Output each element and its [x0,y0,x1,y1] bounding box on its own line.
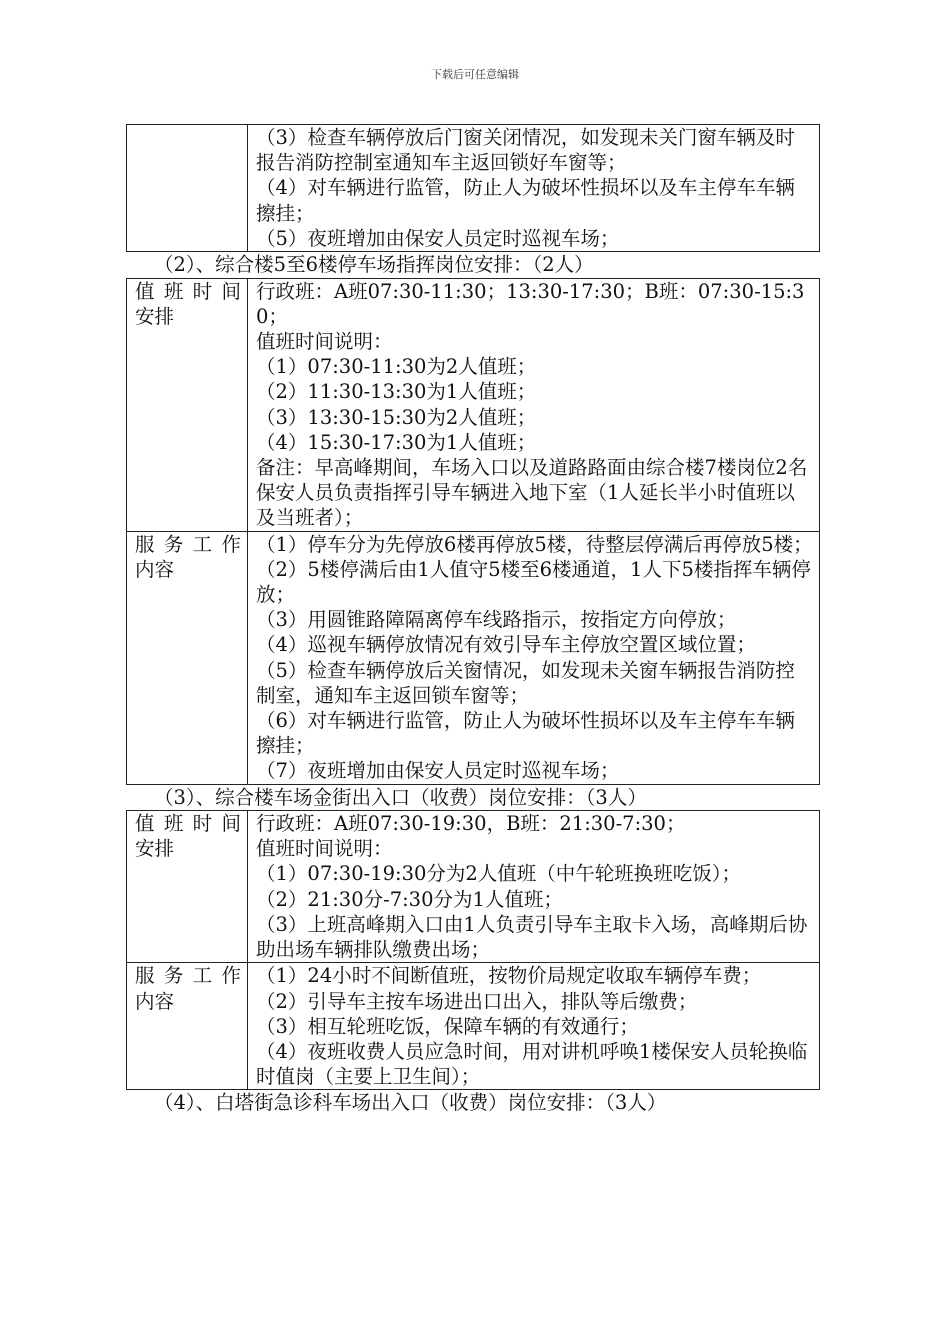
section-heading: （4）、白塔街急诊科车场出入口（收费）岗位安排：（3人） [154,1091,667,1115]
table-continued [126,124,820,252]
table-cell-label [127,125,248,252]
text-line: （3）相互轮班吃饭，保障车辆的有效通行； [256,1014,639,1038]
label-line: 值班时间 [135,812,241,836]
section-heading: （3）、综合楼车场金街出入口（收费）岗位安排：（3人） [154,785,647,809]
document-content [126,124,820,1116]
table-cell-body [248,125,820,252]
table-cell-body [248,811,820,963]
text-line: （3）上班高峰期入口由1人负责引导车主取卡入场，高峰期后协助出场车辆排队缴费出场； [256,912,808,962]
text-line: 行政班：A班07:30-19:30，B班：21:30-7:30； [256,812,686,836]
table-section-3 [126,810,820,1090]
label-line: 安排 [135,304,175,328]
text-line: （2）5楼停满后由1人值守5楼至6楼通道，1人下5楼指挥车辆停放； [256,557,811,606]
text-line: （4）巡视车辆停放情况有效引导车主停放空置区域位置； [256,633,756,657]
label-line: 内容 [135,557,175,581]
section-heading: （2）、综合楼5至6楼停车场指挥岗位安排：（2人） [154,253,594,277]
label-line: 安排 [135,837,175,861]
text-line: （2）11:30-13:30为1人值班； [256,380,537,404]
text-line: （5）检查车辆停放后关窗情况，如发现未关窗车辆报告消防控制室，通知车主返回锁车窗等； [256,658,795,707]
text-line: （1）停车分为先停放6楼再停放5楼，待整层停满后再停放5楼； [256,532,813,556]
text-line: （1）07:30-11:30为2人值班； [256,355,537,379]
text-line: （2）引导车主按车场进出口出入，排队等后缴费； [256,989,698,1013]
label-line: 服务工作 [135,964,241,988]
text-line: （1）07:30-19:30分为2人值班（中午轮班换班吃饭）； [256,862,742,886]
table-cell-label [127,963,248,1090]
text-line: （3）13:30-15:30为2人值班； [256,405,537,429]
table-cell-label [127,811,248,963]
text-line: （7）夜班增加由保安人员定时巡视车场； [256,759,620,783]
text-line: （5）夜班增加由保安人员定时巡视车场； [256,226,620,250]
table-cell-body [248,531,820,784]
text-line: （4）15:30-17:30为1人值班； [256,430,537,454]
label-line: 内容 [135,989,175,1013]
text-line: 值班时间说明： [256,837,393,861]
table-cell-label [127,278,248,531]
text-line: （3）检查车辆停放后门窗关闭情况，如发现未关门窗车辆及时报告消防控制室通知车主返回锁好车窗等； [256,126,795,175]
text-line: 备注：早高峰期间，车场入口以及道路路面由综合楼7楼岗位2名保安人员负责指挥引导车辆进入地下室（1人延长半小时值班以及当班者）； [256,455,808,530]
label-line: 值班时间 [135,279,241,303]
table-cell-body [248,963,820,1090]
text-line: （4）夜班收费人员应急时间，用对讲机呼唤1楼保安人员轮换临时值岗（主要上卫生间）； [256,1039,808,1089]
page-header: 下载后可任意编辑 [431,68,519,81]
text-line: （4）对车辆进行监管，防止人为破坏性损坏以及车主停车车辆擦挂； [256,176,795,225]
table-section-2 [126,278,820,785]
text-line: 值班时间说明： [256,329,393,353]
text-line: （6）对车辆进行监管，防止人为破坏性损坏以及车主停车车辆擦挂； [256,708,795,758]
text-line: （1）24小时不间断值班，按物价局规定收取车辆停车费； [256,964,762,988]
text-line: （2）21:30分-7:30分为1人值班； [256,887,563,911]
table-cell-label [127,531,248,784]
label-line: 服务工作 [135,532,241,556]
text-line: （3）用圆锥路障隔离停车线路指示，按指定方向停放； [256,608,737,632]
table-cell-body [248,278,820,531]
text-line: 行政班：A班07:30-11:30；13:30-17:30；B班：07:30-15:30； [256,279,805,328]
